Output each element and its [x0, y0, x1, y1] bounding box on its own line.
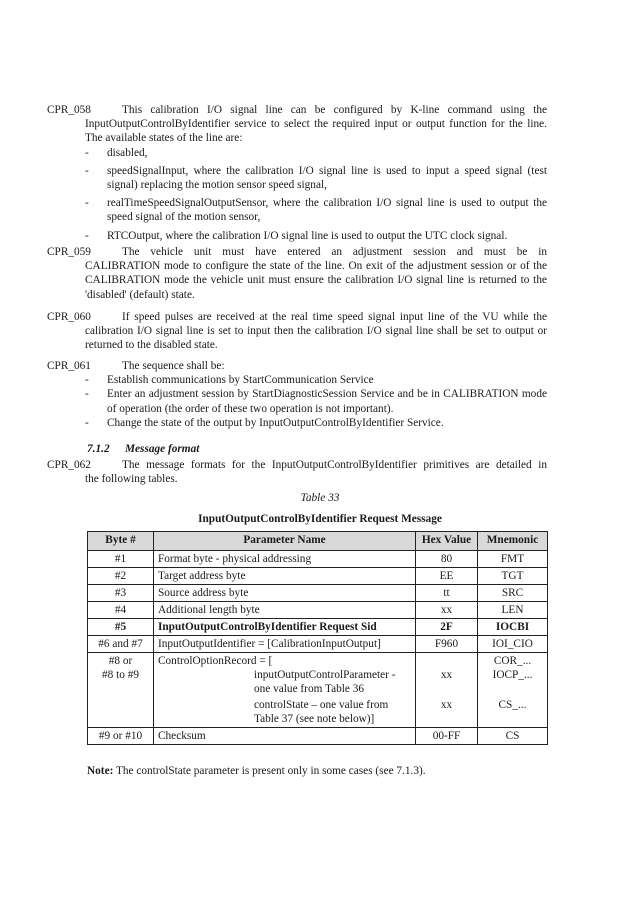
- note-text: The controlState parameter is present only in some cases (see 7.1.3).: [115, 765, 426, 777]
- requirement-text: InputOutputControlByIdentifier service to select the required input or output function for the line. The available states of the line are:: [85, 118, 547, 145]
- list-item: - realTimeSpeedSignalOutputSensor, where the calibration I/O signal line is used to output the speed signal of the motion sensor,: [85, 197, 547, 224]
- sequence-list: [85, 373, 547, 430]
- line-states-list: [85, 146, 547, 243]
- requirement-id: CPR_059: [47, 246, 91, 258]
- table-row-control-option: [88, 653, 548, 728]
- cell-parameter: InputOutputIdentifier = [CalibrationInputOutput]: [154, 636, 416, 653]
- cell-byte: #1: [88, 551, 154, 568]
- cell-hex: xx xx: [416, 653, 478, 728]
- request-message-table: [87, 531, 548, 745]
- header-hex-value: Hex Value: [416, 532, 478, 551]
- list-item: - Change the state of the output by InputOutputControlByIdentifier Service.: [85, 416, 444, 429]
- requirement-id: CPR_062: [47, 459, 91, 471]
- cell-mnemonic: COR_... IOCP_... CS_...: [478, 653, 548, 728]
- requirement-text-first-line: This calibration I/O signal line can be configured by K-line command using the: [122, 104, 547, 116]
- cell-byte: #4: [88, 602, 154, 619]
- section-title-text: Message format: [125, 443, 200, 455]
- table-row: [88, 602, 548, 619]
- requirement-cpr-060: [47, 310, 547, 353]
- cell-mnemonic: TGT: [478, 568, 548, 585]
- list-item: - RTCOutput, where the calibration I/O signal line is used to output the UTC clock signal.: [85, 229, 508, 242]
- table-number: Table 33: [300, 492, 340, 504]
- cell-byte: #3: [88, 585, 154, 602]
- list-item: - Enter an adjustment session by StartDiagnosticSession Service and be in CALIBRATION mode of operation (the order of these two operation is not important).: [85, 388, 547, 415]
- table-row: [88, 568, 548, 585]
- cell-byte: #2: [88, 568, 154, 585]
- requirement-text: calibration I/O signal line is set to input then the calibration I/O signal line shall be set to output or returned to the disabled state.: [85, 325, 547, 352]
- cell-mnemonic: LEN: [478, 602, 548, 619]
- cell-parameter: Additional length byte: [154, 602, 416, 619]
- cell-mnemonic: SRC: [478, 585, 548, 602]
- note-label: Note:: [87, 765, 114, 777]
- cell-byte: #9 or #10: [88, 728, 154, 745]
- cell-byte: #6 and #7: [88, 636, 154, 653]
- list-item: - speedSignalInput, where the calibration I/O signal line is used to input a speed signal (test signal) replacing the motion sensor speed signal,: [85, 164, 547, 192]
- list-item: - disabled,: [85, 146, 148, 159]
- requirement-cpr-059: [47, 245, 547, 302]
- table-row: [88, 728, 548, 745]
- cell-mnemonic: IOCBI: [478, 619, 548, 636]
- cell-mnemonic: FMT: [478, 551, 548, 568]
- requirement-id: CPR_061: [47, 360, 91, 372]
- table-row: [88, 636, 548, 653]
- cell-hex: 2F: [416, 619, 478, 636]
- requirement-id: CPR_058: [47, 104, 91, 116]
- cell-byte: #8 or #8 to #9: [88, 653, 154, 728]
- cell-hex: 80: [416, 551, 478, 568]
- section-heading: [87, 442, 199, 456]
- cell-parameter: InputOutputControlByIdentifier Request Sid: [154, 619, 416, 636]
- requirement-text-first-line: The sequence shall be:: [122, 360, 225, 372]
- header-mnemonic: Mnemonic: [478, 532, 548, 551]
- table-row: [88, 619, 548, 636]
- requirement-text: the following tables.: [85, 473, 178, 486]
- cell-byte: #5: [88, 619, 154, 636]
- table-note: [87, 764, 426, 778]
- cell-hex: 00-FF: [416, 728, 478, 745]
- cell-parameter: Checksum: [154, 728, 416, 745]
- cell-mnemonic: IOI_CIO: [478, 636, 548, 653]
- requirement-text-first-line: The message formats for the InputOutputControlByIdentifier primitives are detailed in: [122, 459, 547, 471]
- header-byte: Byte #: [88, 532, 154, 551]
- cell-parameter: ControlOptionRecord = [ inputOutputControlParameter - one value from Table 36 controlState – one value from Table 37 (see note below)]: [154, 653, 416, 728]
- requirement-cpr-058: [47, 103, 547, 247]
- cell-parameter: Source address byte: [154, 585, 416, 602]
- cell-hex: EE: [416, 568, 478, 585]
- requirement-cpr-062: [47, 458, 547, 486]
- cell-hex: xx: [416, 602, 478, 619]
- requirement-id: CPR_060: [47, 311, 91, 323]
- cell-mnemonic: CS: [478, 728, 548, 745]
- requirement-text-first-line: The vehicle unit must have entered an adjustment session and must be in: [122, 246, 547, 258]
- table-title: InputOutputControlByIdentifier Request Message: [198, 513, 442, 525]
- cell-parameter: Format byte - physical addressing: [154, 551, 416, 568]
- requirement-text-first-line: If speed pulses are received at the real time speed signal input line of the VU while the: [122, 311, 547, 323]
- cell-hex: F960: [416, 636, 478, 653]
- table-row: [88, 551, 548, 568]
- cell-hex: tt: [416, 585, 478, 602]
- table-header-row: [88, 532, 548, 551]
- requirement-text: CALIBRATION mode to configure the state of the line. On exit of the adjustment session or of the CALIBRATION mode the vehicle unit must ensure the calibration I/O signal line is returned to the 'disabled' (default) state.: [85, 260, 547, 301]
- header-parameter-name: Parameter Name: [154, 532, 416, 551]
- cell-parameter: Target address byte: [154, 568, 416, 585]
- section-number: 7.1.2: [87, 443, 110, 455]
- requirement-cpr-061: [47, 359, 547, 430]
- list-item: - Establish communications by StartCommunication Service: [85, 374, 374, 387]
- table-row: [88, 585, 548, 602]
